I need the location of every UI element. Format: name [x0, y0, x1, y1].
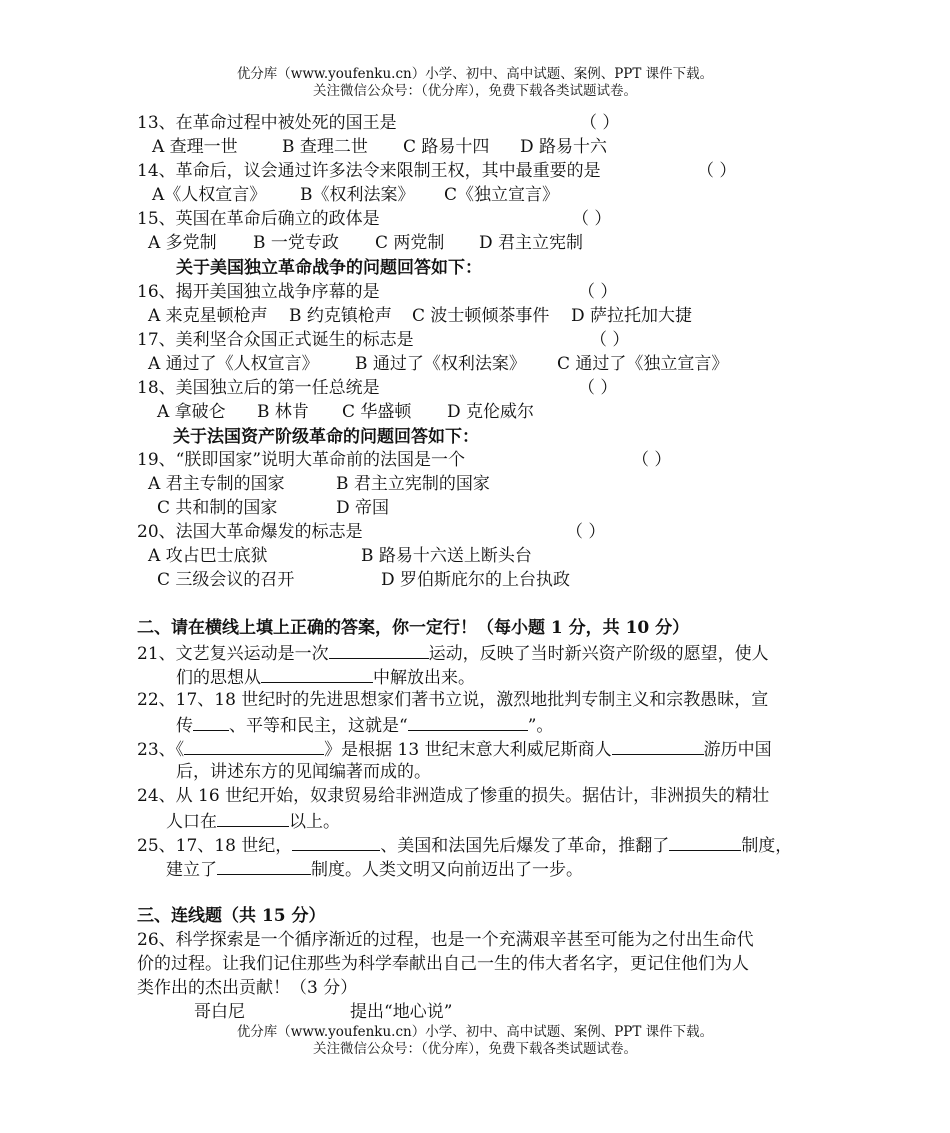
question-21-blank-1[interactable] — [329, 640, 429, 659]
question-25-blank-2[interactable] — [669, 832, 741, 851]
question-23-blank-1[interactable] — [184, 736, 324, 755]
match-right-item-1[interactable]: 提出“地心说” — [350, 1002, 453, 1022]
question-17-option-a: A 通过了《人权宣言》 — [148, 354, 319, 374]
question-23-text-1: 23、《 — [137, 740, 185, 760]
question-18-answer-paren: （ ） — [578, 378, 618, 398]
question-18-option-c: C 华盛顿 — [342, 402, 412, 422]
question-13-option-c: C 路易十四 — [403, 137, 490, 157]
question-22-text-3: 、平等和民主，这就是“ — [229, 716, 408, 736]
question-20-option-d: D 罗伯斯庇尔的上台执政 — [381, 570, 571, 590]
section-heading-french-revolution: 关于法国资产阶级革命的问题回答如下： — [173, 427, 479, 447]
question-21-text-4: 中解放出来。 — [373, 668, 475, 688]
question-15-option-a: A 多党制 — [148, 233, 217, 253]
question-22-text-4: ”。 — [527, 716, 554, 736]
question-19-option-a: A 君主专制的国家 — [148, 474, 285, 494]
match-left-item-1[interactable]: 哥白尼 — [194, 1002, 245, 1022]
question-15-option-c: C 两党制 — [375, 233, 445, 253]
question-19-option-b: B 君主立宪制的国家 — [336, 474, 490, 494]
question-13-option-a: A 查理一世 — [152, 137, 238, 157]
question-23-text-2: 》是根据 13 世纪末意大利威尼斯商人 — [324, 740, 612, 760]
question-14-stem: 14、革命后，议会通过许多法令来限制王权，其中最重要的是 — [137, 161, 601, 181]
question-18-option-b: B 林肯 — [257, 402, 309, 422]
question-13-option-d: D 路易十六 — [520, 137, 608, 157]
question-20-answer-paren: （ ） — [566, 522, 606, 542]
section-heading-american-revolution: 关于美国独立革命战争的问题回答如下： — [176, 258, 482, 278]
question-24-line-2 — [166, 808, 340, 834]
question-16-option-c: C 波士顿倾茶事件 — [412, 306, 550, 326]
question-15-option-d: D 君主立宪制 — [479, 233, 584, 253]
question-16-option-d: D 萨拉托加大捷 — [571, 306, 693, 326]
question-20-option-c: C 三级会议的召开 — [157, 570, 295, 590]
question-23-text-3: 游历中国 — [703, 740, 772, 760]
question-21-line-2 — [176, 664, 475, 690]
question-15-stem: 15、英国在革命后确立的政体是 — [137, 209, 380, 229]
question-18-option-d: D 克伦威尔 — [447, 402, 535, 422]
question-16-option-b: B 约克镇枪声 — [289, 306, 392, 326]
question-15-option-b: B 一党专政 — [253, 233, 339, 253]
question-19-option-d: D 帝国 — [336, 498, 390, 518]
question-25-text-1: 25、17、18 世纪， — [137, 836, 293, 856]
page-header-line-2: 关注微信公众号：（优分库），免费下载各类试题试卷。 — [313, 83, 637, 99]
question-19-stem: 19、“朕即国家”说明大革命前的法国是一个 — [137, 450, 466, 470]
question-17-answer-paren: （ ） — [590, 330, 630, 350]
question-26-line-3: 类作出的杰出贡献！（3 分） — [137, 978, 358, 998]
question-20-stem: 20、法国大革命爆发的标志是 — [137, 522, 363, 542]
question-16-stem: 16、揭开美国独立战争序幕的是 — [137, 282, 380, 302]
question-23-blank-2[interactable] — [612, 736, 704, 755]
question-14-option-a: A《人权宣言》 — [152, 185, 267, 205]
question-25-text-3: 制度， — [741, 836, 793, 856]
question-16-option-a: A 来克星顿枪声 — [148, 306, 268, 326]
question-24-blank-1[interactable] — [217, 808, 289, 827]
question-18-option-a: A 拿破仑 — [157, 402, 226, 422]
question-20-option-a: A 攻占巴士底狱 — [148, 546, 268, 566]
question-22-blank-1[interactable] — [193, 712, 229, 731]
section-3-title: 三、连线题（共 15 分） — [137, 906, 326, 926]
question-24-line-1: 24、从 16 世纪开始，奴隶贸易给非洲造成了惨重的损失。据估计，非洲损失的精壮 — [137, 786, 770, 806]
question-17-stem: 17、美利坚合众国正式诞生的标志是 — [137, 330, 414, 350]
section-2-title: 二、请在横线上填上正确的答案，你一定行！（每小题 1 分，共 10 分） — [137, 618, 690, 638]
question-14-option-c: C《独立宣言》 — [444, 185, 560, 205]
question-21-line-1 — [137, 640, 769, 666]
question-25-text-5: 制度。人类文明又向前迈出了一步。 — [311, 860, 583, 880]
question-21-text-3: 们的思想从 — [176, 668, 261, 688]
question-25-text-4: 建立了 — [166, 860, 217, 880]
question-15-answer-paren: （ ） — [572, 209, 612, 229]
question-25-blank-1[interactable] — [292, 832, 380, 851]
question-26-line-2: 价的过程。让我们记住那些为科学奉献出自己一生的伟大者名字，更记住他们为人 — [137, 954, 749, 974]
question-16-answer-paren: （ ） — [578, 282, 618, 302]
question-22-line-1: 22、17、18 世纪时的先进思想家们著书立说，激烈地批判专制主义和宗教愚昧，宣 — [137, 690, 769, 710]
question-13-option-b: B 查理二世 — [282, 137, 368, 157]
question-21-blank-2[interactable] — [261, 664, 373, 683]
question-22-blank-2[interactable] — [408, 712, 528, 731]
question-20-option-b: B 路易十六送上断头台 — [361, 546, 532, 566]
question-21-text-2: 运动，反映了当时新兴资产阶级的愿望，使人 — [428, 644, 769, 664]
question-14-option-b: B《权利法案》 — [300, 185, 415, 205]
question-25-line-1 — [137, 832, 792, 858]
question-17-option-b: B 通过了《权利法案》 — [355, 354, 526, 374]
question-24-text-3: 以上。 — [289, 812, 340, 832]
question-22-text-2: 传 — [176, 716, 193, 736]
question-25-blank-3[interactable] — [217, 856, 311, 875]
question-21-text-1: 21、文艺复兴运动是一次 — [137, 644, 329, 664]
question-22-line-2 — [176, 712, 553, 738]
question-17-option-c: C 通过了《独立宣言》 — [557, 354, 729, 374]
question-18-stem: 18、美国独立后的第一任总统是 — [137, 378, 380, 398]
page-footer-line-2: 关注微信公众号：（优分库），免费下载各类试题试卷。 — [313, 1041, 637, 1057]
question-13-stem: 13、在革命过程中被处死的国王是 — [137, 113, 397, 133]
page-header-line-1: 优分库（www.youfenku.cn）小学、初中、高中试题、案例、PPT 课件下载。 — [236, 66, 714, 82]
question-19-option-c: C 共和制的国家 — [157, 498, 278, 518]
question-23-line-2: 后，讲述东方的见闻编著而成的。 — [176, 762, 431, 782]
question-26-line-1: 26、科学探索是一个循序渐近的过程，也是一个充满艰辛甚至可能为之付出生命代 — [137, 930, 754, 950]
question-25-text-2: 、美国和法国先后爆发了革命，推翻了 — [380, 836, 670, 856]
question-13-answer-paren: （ ） — [580, 113, 620, 133]
question-14-answer-paren: （ ） — [697, 161, 737, 181]
question-19-answer-paren: （ ） — [632, 450, 672, 470]
page-footer-line-1: 优分库（www.youfenku.cn）小学、初中、高中试题、案例、PPT 课件下载。 — [236, 1024, 714, 1040]
question-23-line-1 — [137, 736, 772, 762]
question-25-line-2 — [166, 856, 583, 882]
question-24-text-2: 人口在 — [166, 812, 217, 832]
